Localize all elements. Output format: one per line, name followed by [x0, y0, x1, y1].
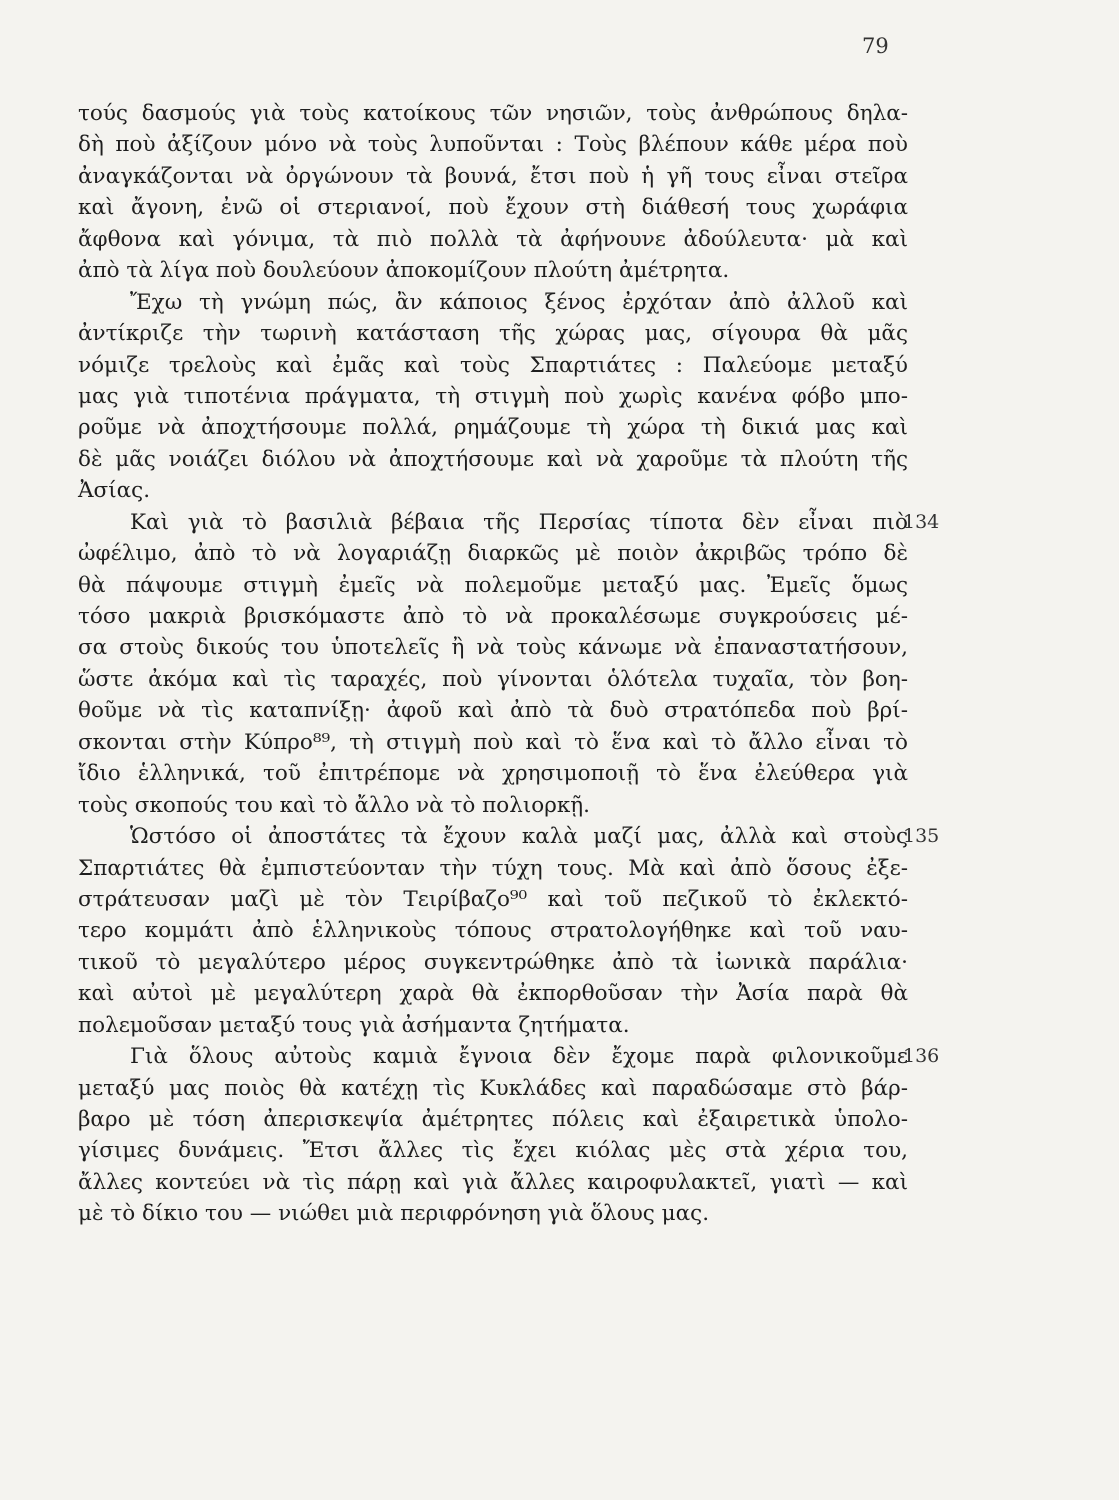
line-text: πολεμοῦσαν μεταξύ τους γιὰ ἀσήμαντα ζητήματα.	[78, 1012, 630, 1038]
text-line	[78, 853, 908, 884]
text-line	[78, 255, 908, 286]
paragraph	[78, 507, 940, 821]
text-line	[78, 570, 908, 601]
paragraph	[78, 98, 908, 287]
line-text: μὲ τὸ δίκιο του — νιώθει μιὰ περιφρόνηση γιὰ ὅλους μας.	[78, 1201, 710, 1227]
line-text: ἀπὸ τὰ λίγα ποὺ δουλεύουν ἀποκομίζουν πλούτη ἀμέτρητα.	[78, 258, 730, 284]
text-line	[78, 224, 908, 255]
line-text: ἀντίκριζε τὴν τωρινὴ κατάσταση τῆς χώρας μας, σίγουρα θὰ μᾶς	[78, 321, 908, 347]
text-line	[78, 318, 908, 349]
line-text: ἄλλες κοντεύει νὰ τὶς πάρῃ καὶ γιὰ ἄλλες καιροφυλακτεῖ, γιατὶ — καὶ	[78, 1169, 908, 1195]
line-text: γίσιμες δυνάμεις. Ἔτσι ἄλλες τὶς ἔχει κιόλας μὲς στὰ χέρια του,	[78, 1138, 908, 1164]
line-text: στράτευσαν μαζὶ μὲ τὸν Τειρίβαζο⁹⁰ καὶ τοῦ πεζικοῦ τὸ ἐκλεκτό-	[78, 886, 908, 912]
line-text: τούς δασμούς γιὰ τοὺς κατοίκους τῶν νησιῶν, τοὺς ἀνθρώπους δηλα-	[78, 101, 908, 126]
line-text: σα στοὺς δικούς του ὑποτελεῖς ἢ νὰ τοὺς κάνωμε νὰ ἐπαναστατήσουν,	[78, 635, 908, 661]
line-text: Σπαρτιάτες θὰ ἐμπιστεύονταν τὴν τύχη τους. Μὰ καὶ ἀπὸ ὅσους ἐξε-	[78, 855, 908, 881]
text-line	[78, 507, 940, 538]
text-line	[78, 538, 908, 569]
text-line	[78, 192, 908, 223]
line-text: ὥστε ἀκόμα καὶ τὶς ταραχές, ποὺ γίνονται ὁλότελα τυχαῖα, τὸν βοη-	[78, 666, 908, 692]
line-text: Ἀσίας.	[78, 478, 151, 504]
text-line	[78, 475, 908, 506]
line-text: ἀναγκάζονται νὰ ὀργώνουν τὰ βουνά, ἔτσι ποὺ ἡ γῆ τους εἶναι στεῖρα	[78, 163, 908, 189]
page-number: 79	[862, 34, 889, 58]
text-line	[78, 664, 908, 695]
line-text: καὶ αὐτοὶ μὲ μεγαλύτερη χαρὰ θὰ ἐκπορθοῦσαν τὴν Ἀσία παρὰ θὰ	[78, 981, 908, 1007]
line-text: σκονται στὴν Κύπρο⁸⁹, τὴ στιγμὴ ποὺ καὶ τὸ ἕνα καὶ τὸ ἄλλο εἶναι τὸ	[78, 729, 908, 755]
line-text: ὠφέλιμο, ἀπὸ τὸ νὰ λογαριάζῃ διαρκῶς μὲ ποιὸν ἀκριβῶς τρόπο δὲ	[78, 541, 908, 567]
text-line	[78, 381, 908, 412]
text-line	[78, 1010, 908, 1041]
paragraph	[78, 821, 940, 1041]
text-line	[78, 790, 908, 821]
text-line	[78, 947, 908, 978]
paragraph	[78, 287, 908, 507]
line-text: θοῦμε νὰ τὶς καταπνίξῃ· ἀφοῦ καὶ ἀπὸ τὰ δυὸ στρατόπεδα ποὺ βρί-	[78, 698, 908, 724]
text-line	[78, 884, 908, 915]
line-text: δὴ ποὺ ἀξίζουν μόνο νὰ τοὺς λυποῦνται : Τοὺς βλέπουν κάθε μέρα ποὺ	[78, 132, 908, 158]
text-line	[78, 1041, 940, 1072]
line-text: ἴδιο ἑλληνικά, τοῦ ἐπιτρέπομε νὰ χρησιμοποιῇ τὸ ἕνα ἐλεύθερα γιὰ	[78, 761, 908, 787]
line-text: τικοῦ τὸ μεγαλύτερο μέρος συγκεντρώθηκε ἀπὸ τὰ ἰωνικὰ παράλια·	[78, 949, 908, 975]
line-text: νόμιζε τρελοὺς καὶ ἐμᾶς καὶ τοὺς Σπαρτιάτες : Παλεύομε μεταξύ	[78, 352, 908, 378]
body-text	[78, 98, 940, 1230]
line-text: καὶ ἄγονη, ἐνῶ οἱ στεριανοί, ποὺ ἔχουν στὴ διάθεσή τους χωράφια	[78, 195, 908, 221]
line-text: μεταξύ μας ποιὸς θὰ κατέχῃ τὶς Κυκλάδες καὶ παραδώσαμε στὸ βάρ-	[78, 1075, 908, 1101]
line-text: τερο κομμάτι ἀπὸ ἑλληνικοὺς τόπους στρατολογήθηκε καὶ τοῦ ναυ-	[78, 918, 908, 944]
text-line	[78, 129, 908, 160]
line-text: Γιὰ ὅλους αὐτοὺς καμιὰ ἔγνοια δὲν ἔχομε παρὰ φιλονικοῦμε	[130, 1044, 908, 1070]
line-text: ἄφθονα καὶ γόνιμα, τὰ πιὸ πολλὰ τὰ ἀφήνουνε ἀδούλευτα· μὰ καὶ	[78, 226, 908, 252]
text-line	[78, 695, 908, 726]
marginal-number: 134	[903, 510, 940, 533]
line-text: δὲ μᾶς νοιάζει διόλου νὰ ἀποχτήσουμε καὶ νὰ χαροῦμε τὰ πλούτη τῆς	[78, 446, 908, 472]
line-text: Ἔχω τὴ γνώμη πώς, ἂν κάποιος ξένος ἐρχόταν ἀπὸ ἀλλοῦ καὶ	[130, 289, 908, 315]
text-line	[78, 758, 908, 789]
text-line	[78, 632, 908, 663]
text-line	[78, 1135, 908, 1166]
paragraph	[78, 1041, 940, 1230]
marginal-number: 136	[903, 1045, 940, 1068]
text-line	[78, 287, 908, 318]
text-line	[78, 1198, 908, 1229]
text-line	[78, 978, 908, 1009]
line-text: Ὡστόσο οἱ ἀποστάτες τὰ ἔχουν καλὰ μαζί μας, ἀλλὰ καὶ στοὺς	[130, 824, 908, 850]
line-text: τοὺς σκοπούς του καὶ τὸ ἄλλο νὰ τὸ πολιορκῇ.	[78, 792, 591, 818]
text-line	[78, 412, 908, 443]
text-line	[78, 98, 908, 129]
text-line	[78, 821, 940, 852]
text-line	[78, 727, 908, 758]
text-line	[78, 444, 908, 475]
marginal-number: 135	[903, 825, 940, 848]
line-text: Καὶ γιὰ τὸ βασιλιὰ βέβαια τῆς Περσίας τίποτα δὲν εἶναι πιὸ	[130, 509, 908, 535]
text-line	[78, 350, 908, 381]
text-line	[78, 601, 908, 632]
line-text: θὰ πάψουμε στιγμὴ ἐμεῖς νὰ πολεμοῦμε μεταξύ μας. Ἐμεῖς ὅμως	[78, 572, 908, 598]
line-text: μας γιὰ τιποτένια πράγματα, τὴ στιγμὴ ποὺ χωρὶς κανένα φόβο μπο-	[78, 383, 908, 409]
line-text: βαρο μὲ τόση ἀπερισκεψία ἀμέτρητες πόλεις καὶ ἐξαιρετικὰ ὑπολο-	[78, 1107, 908, 1132]
text-line	[78, 915, 908, 946]
line-text: τόσο μακριὰ βρισκόμαστε ἀπὸ τὸ νὰ προκαλέσωμε συγκρούσεις μέ-	[78, 604, 908, 629]
text-line	[78, 1073, 908, 1104]
text-line	[78, 1104, 908, 1135]
line-text: ροῦμε νὰ ἀποχτήσουμε πολλά, ρημάζουμε τὴ χώρα τὴ δικιά μας καὶ	[78, 415, 908, 441]
text-line	[78, 161, 908, 192]
text-line	[78, 1167, 908, 1198]
